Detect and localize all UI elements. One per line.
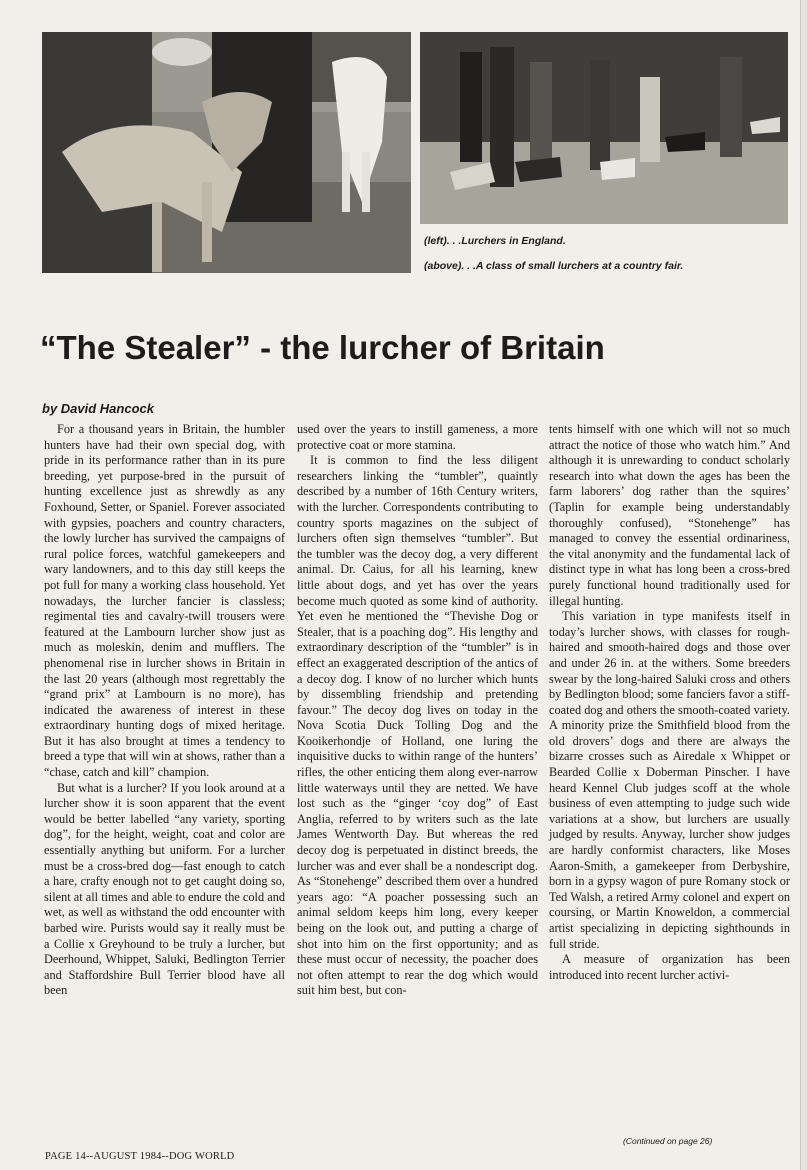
caption-right-photo: (above). . .A class of small lurchers at a country fair. bbox=[424, 260, 684, 272]
page-footer: PAGE 14--AUGUST 1984--DOG WORLD bbox=[45, 1151, 235, 1162]
photo-country-fair bbox=[420, 32, 788, 224]
paragraph: It is common to find the less diligent researchers linking the “tumbler”, quaintly described by a number of 16th Century writers, with the lurcher. Correspondents contributing to country sports magazines on the subject of lurchers often sign themselves “tumbler”. But the tumbler was the decoy dog, a very different animal. Dr. Caius, for all his learning, knew little about dogs, and yet has over the years become much quoted as some kind of authority. Yet even he mentioned the “Thevishe Dog or Stealer, that is a poaching dog”. His lengthy and extraordinary description of the “tumbler” is in effect an exaggerated description of the antics of a decoy dog. I know of no lurcher which hunts by dissembling friendship and pretending favour.” The decoy dog lives on today in the Nova Scotia Duck Tolling Dog and the Kooikerhondje of Holland, one luring the inquisitive ducks to within range of the hunters’ rifles, the other enticing them along ever-narrow little waterways until they are netted. We have lost such as the “ginger ‘coy dog” of East Anglia, referred to by writers such as the late James Wentworth Day. But whereas the red decoy dog is perpetuated in distinct breeds, the lurcher was and ever shall be a nondescript dog. As “Stonehenge” described them over a hundred years ago: “A poacher possessing such an animal seldom keeps him long, every keeper being on the look out, and putting a charge of shot into him on the first opportunity; and as these must occur of necessity, the poacher does not often attempt to rear the dog which would suit him best, but con- bbox=[297, 453, 538, 998]
article-column-1 bbox=[44, 422, 285, 999]
caption-left-photo: (left). . .Lurchers in England. bbox=[424, 235, 566, 247]
paragraph: But what is a lurcher? If you look around at a lurcher show it is soon apparent that the event would be better labelled “any variety, sporting dog”, for the height, weight, coat and color are essentially anything but uniform. For a lurcher must be a cross-bred dog—fast enough to catch a hare, crafty enough not to get caught doing so, silent at all times and able to endure the cold and wet, as well as withstand the odd encounter with barbed wire. Purists would say it really must be a Collie x Greyhound to be truly a lurcher, but Deerhound, Whippet, Saluki, Bedlington Terrier and Staffordshire Bull Terrier blood have all been bbox=[44, 780, 285, 998]
article-byline: by David Hancock bbox=[42, 401, 154, 416]
paragraph: This variation in type manifests itself in today’s lurcher shows, with classes for rough-haired and smooth-haired dogs and those over and under 26 in. at the withers. Some breeders swear by the long-haired Saluki cross and others by Bedlington blood; some fanciers favor a stiff-coated dog and others the smooth-coated variety. A minority prize the Smithfield blood from the old drovers’ dogs and there are always the bizarre crosses such as Airedale x Whippet or Bearded Collie x Doberman Pinscher. I have heard Kennel Club judges scoff at the whole business of even attempting to judge such wide variations at a show, but lurchers are usually judged by results. Anyway, lurcher show judges are hardly conformist characters, like Moses Aaron-Smith, a gamekeeper from Derbyshire, born in a gypsy wagon of pure Romany stock or Ted Walsh, a retired Army colonel and expert on coursing, or Martin Knoweldon, a commercial artist specializing in depicting sighthounds in full stride. bbox=[549, 609, 790, 951]
adjacent-page-edge bbox=[800, 0, 807, 1170]
paragraph: For a thousand years in Britain, the humbler hunters have had their own special dog, with pride in its performance rather than in its pure breeding, yet purpose-bred in the pursuit of hunting excellence just as shrewdly as any Foxhound, Setter, or Spaniel. Forever associated with gypsies, poachers and country characters, the lowly lurcher has survived the campaigns of rural police forces, watchful gamekeepers and wary landowners, and to this day still keeps the pot full for many a working class household. Yet nowadays, the lurcher fancier is classless; regimental ties and cavalry-twill trousers were featured at the Lambourn lurcher show just as much as moleskin, denim and mufflers. The phenomenal rise in lurcher shows in Britain in the last 20 years (although most regrettably the “grand prix” at Lambourn is no more), has indicated the awareness of interest in these extraordinary hunting dogs of mixed heritage. But it has also brought at times a tendency to breed a type that will win at shows, rather than a “chase, catch and kill” champion. bbox=[44, 422, 285, 780]
paragraph: used over the years to instill gameness, a more protective coat or more stamina. bbox=[297, 422, 538, 452]
photo-country-fair-image bbox=[420, 32, 788, 224]
paragraph: A measure of organization has been introduced into recent lurcher activi- bbox=[549, 952, 790, 982]
article-headline: “The Stealer” - the lurcher of Britain bbox=[40, 329, 605, 366]
paragraph: tents himself with one which will not so much attract the notice of those who watch him.” And although it is unrewarding to conduct scholarly research into what down the ages has been the farm laborers’ dog rather than the squires’ (Taplin for example being understandably thoroughly confused), “Stonehenge” has managed to convey the essential ordinariness, the vital anonymity and the fundamental lack of distinct type in what has long been a cross-bred purely functional hound traditionally used for illegal hunting. bbox=[549, 422, 790, 608]
photo-lurchers-image bbox=[42, 32, 411, 273]
article-column-3 bbox=[549, 422, 790, 983]
article-column-2 bbox=[297, 422, 538, 999]
continued-note: (Continued on page 26) bbox=[623, 1136, 713, 1146]
photo-lurchers-in-england bbox=[42, 32, 411, 273]
